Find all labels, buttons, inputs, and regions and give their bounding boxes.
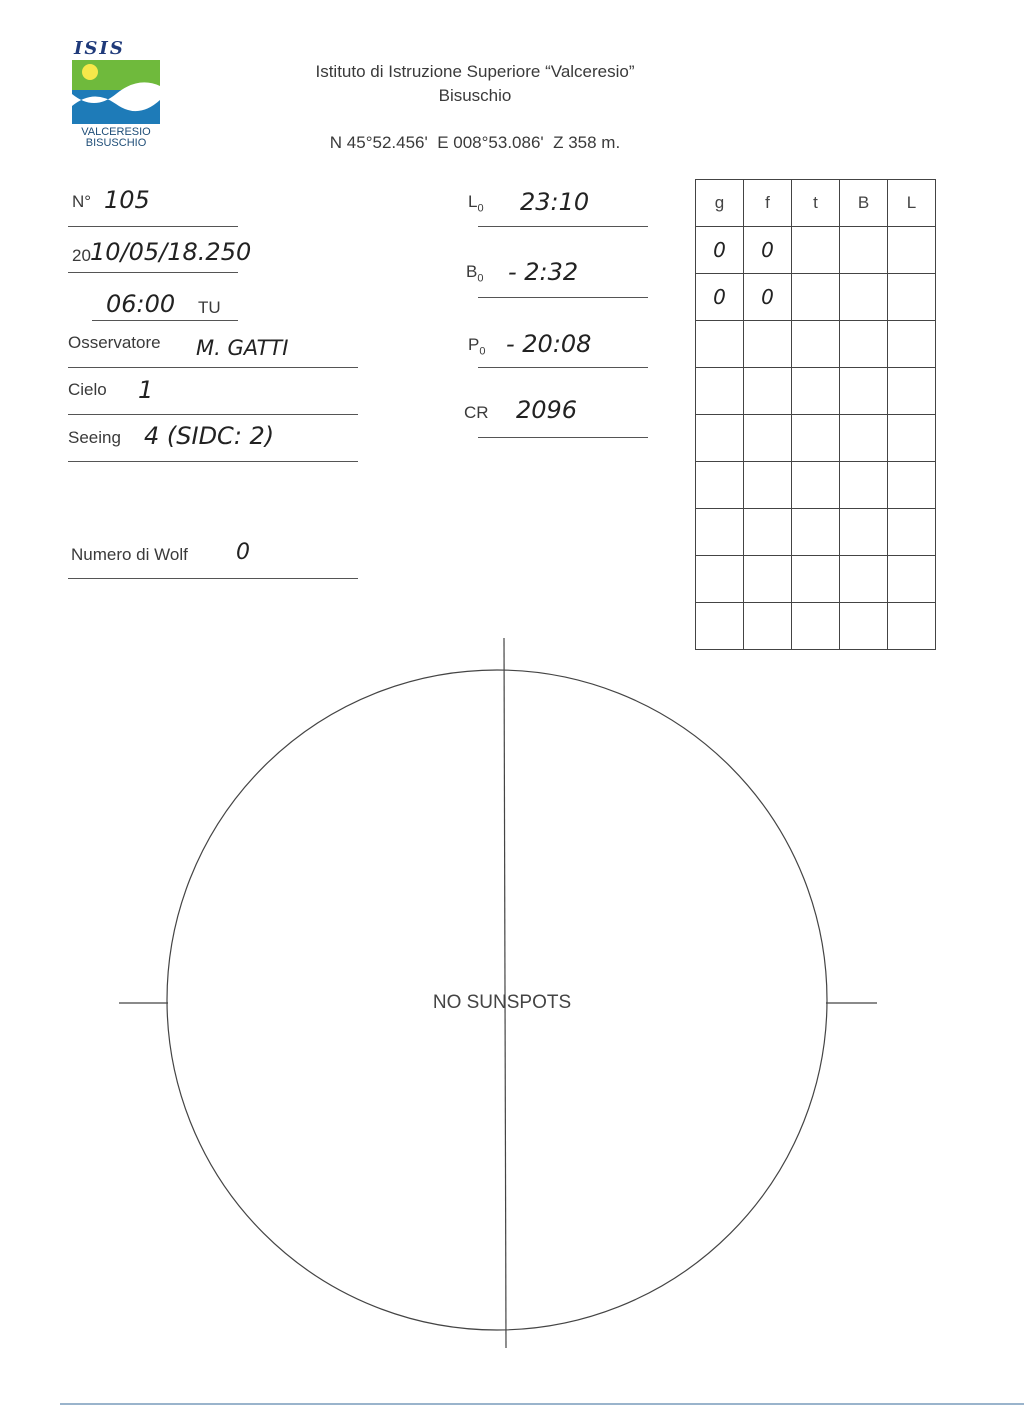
b0-value: - 2:32 (508, 258, 579, 286)
l0-value: 23:10 (520, 188, 590, 216)
p0-letter: P (468, 335, 480, 354)
institute-name: Istituto di Istruzione Superiore “Valceresio” (315, 62, 635, 81)
seeing-label: Seeing (68, 428, 121, 447)
cr-value: 2096 (516, 396, 578, 424)
l0-letter: L (468, 192, 478, 211)
sky-value: 1 (138, 376, 154, 404)
site-coordinates: N 45°52.456' E 008°53.086' Z 358 m. (329, 133, 621, 152)
table-cell: 0 (744, 274, 792, 321)
time-unit: TU (198, 298, 221, 317)
observer-value: M. GATTI (196, 336, 289, 360)
wolf-label: Numero di Wolf (71, 545, 188, 564)
institute-town: Bisuschio (438, 86, 512, 105)
header-b: B (840, 180, 888, 227)
table-cell: 0 (744, 227, 792, 274)
wolf-value: 0 (236, 540, 250, 565)
cr-label: CR (464, 403, 489, 422)
header-f: f (744, 180, 792, 227)
header-g: g (696, 180, 744, 227)
header-l: L (888, 180, 936, 227)
logo-line1: VALCERESIO (81, 126, 151, 138)
logo-line2: BISUSCHIO (85, 137, 147, 149)
l0-subscript: 0 (477, 202, 484, 215)
observer-label: Osservatore (68, 333, 161, 352)
number-value: 105 (104, 186, 150, 214)
sky-label: Cielo (68, 380, 107, 399)
b0-subscript: 0 (477, 272, 484, 285)
number-label: N° (72, 192, 92, 211)
p0-value: - 20:08 (506, 330, 592, 358)
date-value: 10/05/18.250 (90, 238, 252, 266)
table-cell: 0 (696, 274, 744, 321)
p0-subscript: 0 (479, 345, 486, 358)
no-sunspots-label: NO SUNSPOTS (432, 992, 572, 1013)
logo-acronym: ISIS (74, 38, 125, 59)
date-prefix: 20 (72, 246, 91, 265)
b0-letter: B (466, 262, 478, 281)
seeing-value: 4 (SIDC: 2) (144, 422, 275, 450)
table-cell: 0 (696, 227, 744, 274)
time-value: 06:00 (106, 290, 176, 318)
header-t: t (792, 180, 840, 227)
